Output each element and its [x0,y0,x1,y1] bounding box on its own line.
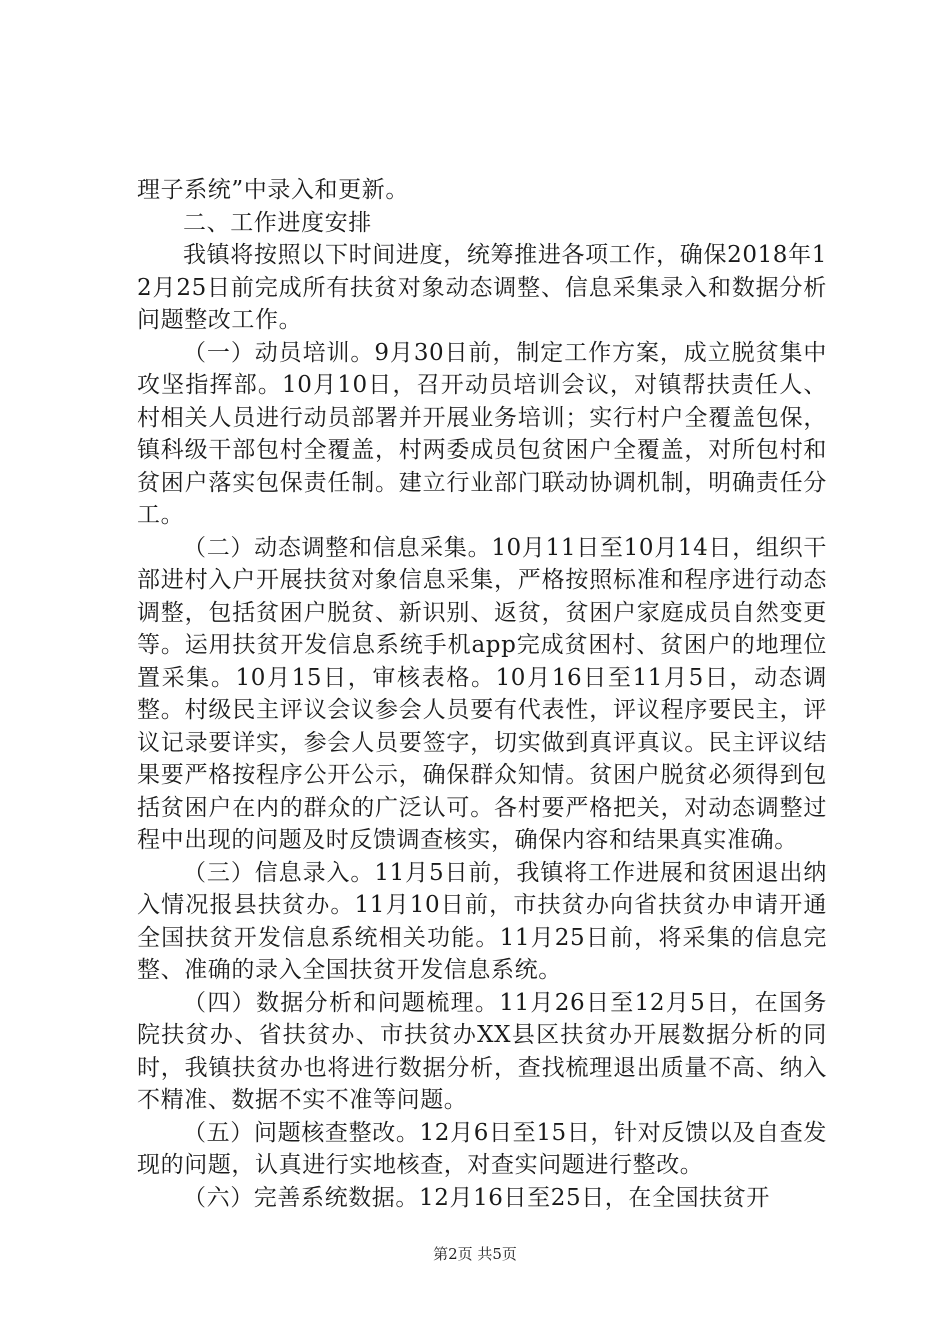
paragraph-item-3: （三）信息录入。11月5日前，我镇将工作进展和贫困退出纳入情况报县扶贫办。11月10日前，市扶贫办向省扶贫办申请开通全国扶贫开发信息系统相关功能。11月25日前，将采集的信息完整、准确的录入全国扶贫开发信息系统。 [137,859,827,983]
paragraph-item-5: （五）问题核查整改。12月6日至15日，针对反馈以及自查发现的问题，认真进行实地核查，对查实问题进行整改。 [137,1119,827,1178]
paragraph-item-1: （一）动员培训。9月30日前，制定工作方案，成立脱贫集中攻坚指挥部。10月10日，召开动员培训会议，对镇帮扶责任人、村相关人员进行动员部署并开展业务培训；实行村户全覆盖包保，镇科级干部包村全覆盖，村两委成员包贫困户全覆盖，对所包村和贫困户落实包保责任制。建立行业部门联动协调机制，明确责任分工。 [137,339,827,528]
paragraph-item-6: （六）完善系统数据。12月16日至25日，在全国扶贫开 [183,1184,770,1211]
paragraph-item-2: （二）动态调整和信息采集。10月11日至10月14日，组织干部进村入户开展扶贫对象信息采集，严格按照标准和程序进行动态调整，包括贫困户脱贫、新识别、返贫，贫困户家庭成员自然变更等。运用扶贫开发信息系统手机app完成贫困村、贫困户的地理位置采集。10月15日，审核表格。10月16日至11月5日，动态调整。村级民主评议会议参会人员要有代表性，评议程序要民主，评议记录要详实，参会人员要签字，切实做到真评真议。民主评议结果要严格按程序公开公示，确保群众知情。贫困户脱贫必须得到包括贫困户在内的群众的广泛认可。各村要严格把关，对动态调整过程中出现的问题及时反馈调查核实，确保内容和结果真实准确。 [137,534,827,853]
paragraph-intro: 我镇将按照以下时间进度，统筹推进各项工作，确保2018年12月25日前完成所有扶贫对象动态调整、信息采集录入和数据分析问题整改工作。 [137,242,827,333]
section-heading: 二、工作进度安排 [183,209,372,236]
page-number-footer: 第2页 共5页 [433,1245,517,1263]
document-body [137,174,827,1214]
paragraph-continuation: 理子系统”中录入和更新。 [137,177,409,203]
paragraph-item-4: （四）数据分析和问题梳理。11月26日至12月5日，在国务院扶贫办、省扶贫办、市扶贫办XX县区扶贫办开展数据分析的同时，我镇扶贫办也将进行数据分析，查找梳理退出质量不高、纳入不精准、数据不实不准等问题。 [137,989,827,1113]
